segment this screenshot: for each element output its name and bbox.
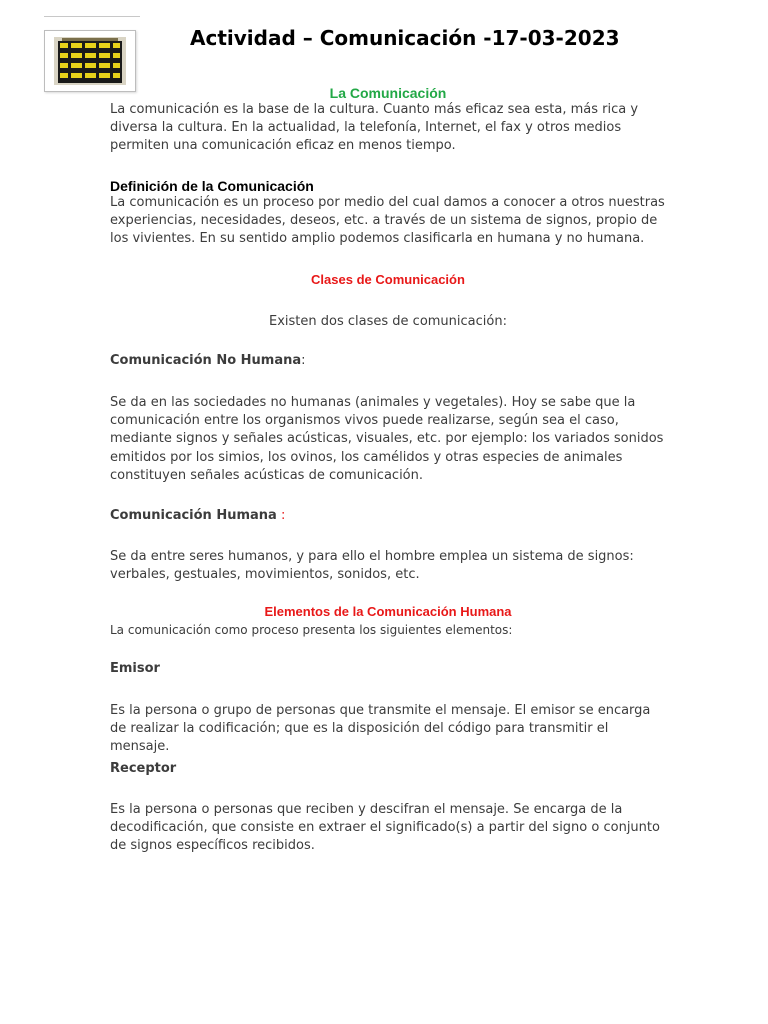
paragraph-clases-intro: Existen dos clases de comunicación:	[269, 314, 507, 329]
heading-elementos: Elementos de la Comunicación Humana	[264, 604, 512, 619]
paragraph-la-comunicacion: La comunicación es la base de la cultura. Cuanto más eficaz sea esta, más rica y diversa la cultura. En la actualidad, la telefonía, Internet, el fax y otros medios permiten una comunicación eficaz en menos tiempo.	[110, 102, 639, 154]
top-divider	[44, 16, 140, 17]
paragraph-no-humana: Se da en las sociedades no humanas (animales y vegetales). Hoy se sabe que la comunicación entre los organismos vivos puede realizarse, según sea el caso, mediante signos y señales acústicas, visuales, etc. por ejemplo: los variados sonidos emitidos por los simios, los ovinos, los camélidos y otras especies de animales constituyen señales acústicas de comunicación.	[110, 395, 664, 483]
heading-no-humana	[110, 353, 666, 368]
heading-no-humana-text: Comunicación No Humana	[110, 353, 302, 368]
heading-humana-colon: :	[276, 508, 286, 523]
paragraph-definicion: La comunicación es un proceso por medio del cual damos a conocer a otros nuestras experiencias, necesidades, deseos, etc. a través de un sistema de signos, propio de los vivientes. En su sentido amplio podemos clasificarla en humana y no humana.	[110, 195, 665, 247]
heading-humana-text: Comunicación Humana	[110, 508, 277, 523]
heading-la-comunicacion: La Comunicación	[329, 85, 447, 101]
document-title: Actividad – Comunicación -17-03-2023	[190, 26, 620, 50]
paragraph-humana: Se da entre seres humanos, y para ello el hombre emplea un sistema de signos: verbales, gestuales, movimientos, sonidos, etc.	[110, 549, 634, 583]
heading-humana	[110, 508, 666, 523]
school-building-image	[44, 30, 136, 92]
paragraph-receptor: Es la persona o personas que reciben y descifran el mensaje. Se encarga de la decodificación, que consiste en extraer el significado(s) a partir del signo o conjunto de signos específicos recibidos.	[110, 802, 660, 854]
paragraph-emisor: Es la persona o grupo de personas que transmite el mensaje. El emisor se encarga de realizar la codificación; que es la disposición del código para transmitir el mensaje.	[110, 703, 651, 755]
heading-clases: Clases de Comunicación	[311, 272, 465, 287]
heading-receptor: Receptor	[110, 761, 177, 776]
heading-no-humana-colon: :	[301, 353, 306, 368]
building-photo-icon	[54, 37, 126, 85]
heading-emisor: Emisor	[110, 661, 160, 676]
heading-definicion: Definición de la Comunicación	[110, 178, 314, 194]
paragraph-elementos-intro: La comunicación como proceso presenta los siguientes elementos:	[110, 623, 513, 637]
